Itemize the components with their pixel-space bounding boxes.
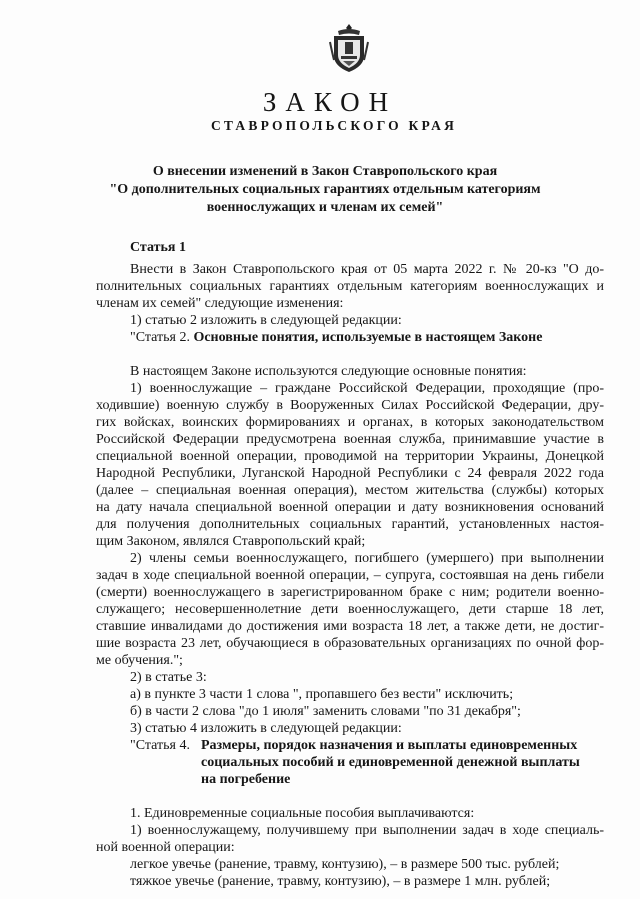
text-line: б) в части 2 слова "до 1 июля" заменить словами "по 31 декабря";	[130, 704, 521, 719]
text-line: 1) статью 2 изложить в следующей редакции:	[130, 313, 402, 328]
text-line: 1. Единовременные социальные пособия выплачиваются:	[130, 806, 475, 821]
law-region: СТАВРОПОЛЬСКОГО КРАЯ	[210, 118, 458, 133]
text-line: (далее – специальная военная операция), местом жительства (службы) которых	[96, 483, 604, 498]
text-line: Народной Республики, Луганской Народной Республики с 24 февраля 2022 года	[96, 466, 604, 481]
text-line: служащего; несовершеннолетние дети военнослужащего, дети старше 18 лет,	[96, 602, 604, 617]
article-4-prefix: "Статья 4.	[130, 738, 190, 753]
text-line: 1) военнослужащему, получившему при выполнении задач в ходе специаль-	[130, 823, 604, 838]
text-line: Внести в Закон Ставропольского края от 05 марта 2022 г. № 20-кз "О до-	[130, 262, 604, 277]
text-line: (смерти) военнослужащего в зарегистрированном браке с ним; родители военно-	[96, 585, 604, 600]
text-line: легкое увечье (ранение, травму, контузию), – в размере 500 тыс. рублей;	[130, 857, 560, 872]
heading-line: военнослужащих и членам их семей"	[206, 200, 444, 215]
text-line: задач в ходе специальной военной операции, – супруга, состоявшая на день гибели	[96, 568, 604, 583]
text-line: 1) военнослужащие – граждане Российской Федерации, проходящие (про-	[130, 381, 604, 396]
text-line: для получения дополнительных социальных гарантий, установленных настоя-	[96, 517, 604, 532]
heading-line: О внесении изменений в Закон Ставропольского края	[152, 164, 498, 179]
article-2-prefix: "Статья 2.	[130, 330, 194, 345]
text-line: Российской Федерации предусмотрена военная служба, принимавшие участие в	[96, 432, 604, 447]
text-line: тяжкое увечье (ранение, травму, контузию), – в размере 1 млн. рублей;	[130, 874, 551, 889]
article-1-title: Статья 1	[130, 240, 186, 255]
text-line: 2) в статье 3:	[130, 670, 207, 685]
text-line: ходившие) военную службу в Вооруженных Силах Российской Федерации, дру-	[96, 398, 604, 413]
heading-line: "О дополнительных социальных гарантиях отдельным категориям	[109, 182, 541, 197]
text-line: щим Законом, являлся Ставропольский край;	[96, 534, 366, 549]
text-line: полнительных социальных гарантиях отдельным категориям военнослужащих и	[96, 279, 604, 294]
text-line: ставшие инвалидами до достижения ими возраста 18 лет, а также дети, не достиг-	[96, 619, 604, 634]
article-2-heading	[130, 329, 542, 346]
article-2-title: Основные понятия, используемые в настоящем Законе	[193, 330, 543, 345]
article-4-title: на погребение	[201, 772, 291, 787]
law-heading	[90, 163, 560, 217]
article-4-title: Размеры, порядок назначения и выплаты единовременных	[201, 738, 578, 753]
stavropol-coat-of-arms-icon	[328, 22, 370, 74]
text-line: В настоящем Законе используются следующие основные понятия:	[130, 364, 527, 379]
text-line: на дату начала специальной военной операции и дату возникновения оснований	[96, 500, 604, 515]
text-line: членам их семей" следующие изменения:	[96, 296, 344, 311]
text-line: а) в пункте 3 части 1 слова ", пропавшего без вести" исключить;	[130, 687, 514, 702]
text-line: специальной военной операции, проводимой на территории Украины, Донецкой	[96, 449, 604, 464]
text-line: гих войсках, воинских формированиях и органах, в которых законодательством	[96, 415, 604, 430]
text-line: 2) члены семьи военнослужащего, погибшего (умершего) при выполнении	[130, 551, 604, 566]
text-line: ной военной операции:	[96, 840, 235, 855]
text-line: 3) статью 4 изложить в следующей редакции:	[130, 721, 402, 736]
text-line: шие возраста 23 лет, обучающиеся в образовательных организациях по очной фор-	[96, 636, 604, 651]
article-4-title: социальных пособий и единовременной денежной выплаты	[201, 755, 580, 770]
law-title: ЗАКОН	[262, 87, 398, 117]
text-line: ме обучения.";	[96, 653, 183, 668]
